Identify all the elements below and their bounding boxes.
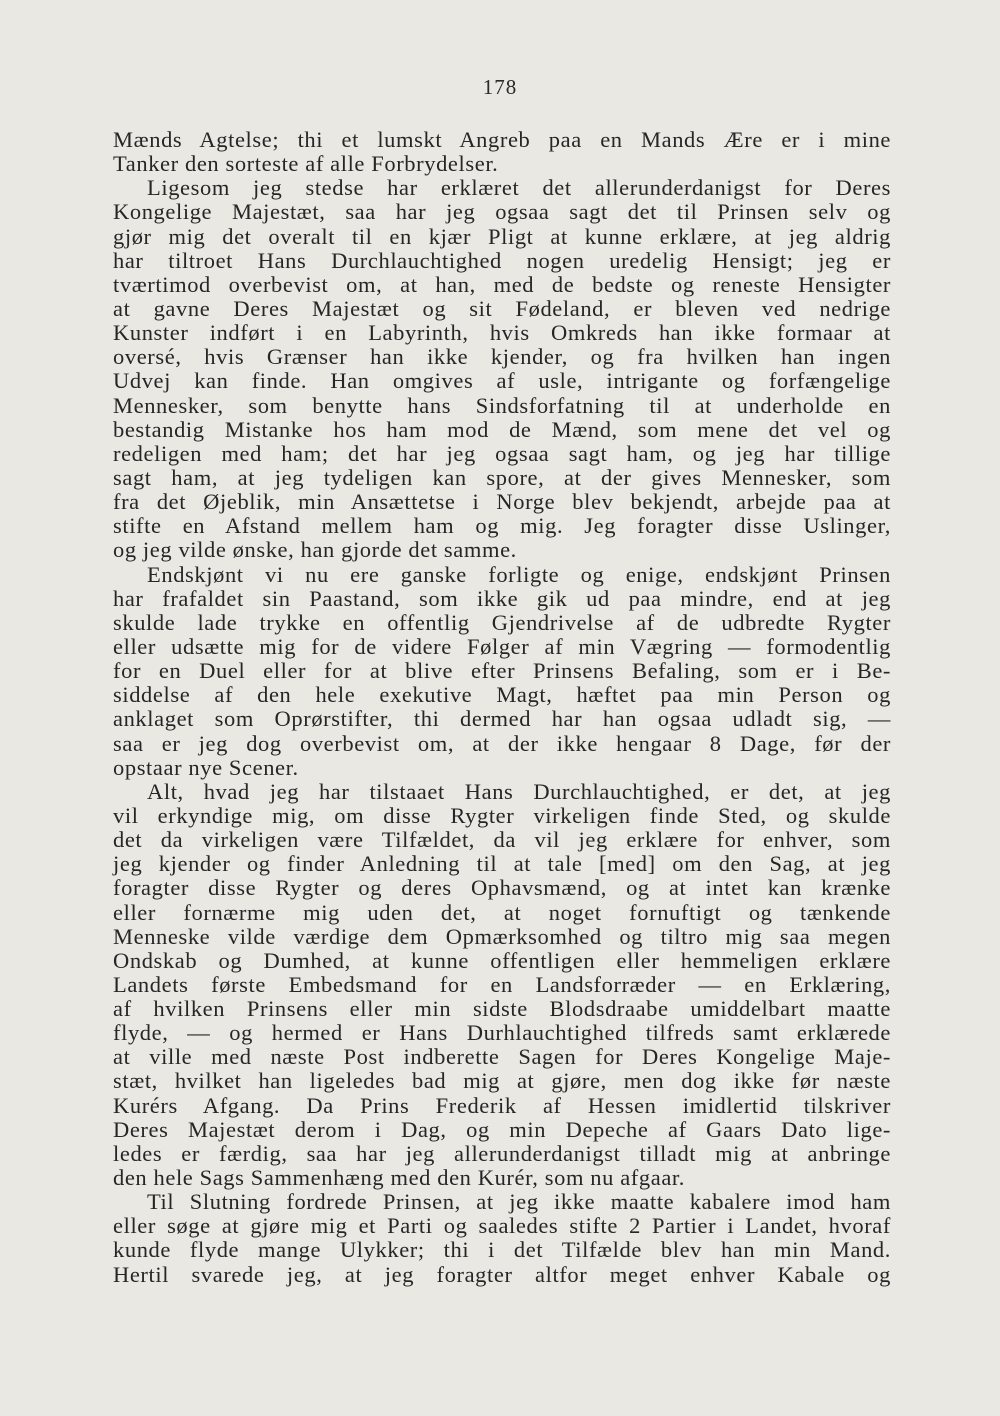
text-line: Alt, hvad jeg har tilstaaet Hans Durchlauchtighed, er det, at jeg (147, 778, 891, 804)
text-line: Menneske vilde værdige dem Opmærksomhed og tiltro mig saa megen (113, 923, 891, 949)
text-line: Kongelige Majestæt, saa har jeg ogsaa sagt det til Prinsen selv og (113, 199, 891, 225)
text-line: Ligesom jeg stedse har erklæret det allerunderdanigst for Deres (147, 175, 891, 201)
text-line: stifte en Afstand mellem ham og mig. Jeg foragter disse Uslinger, (113, 513, 891, 539)
text-line: Ondskab og Dumhed, at kunne offentligen eller hemmeligen erklære (113, 947, 891, 973)
text-line: gjør mig det overalt til en kjær Pligt at kunne erklære, at jeg aldrig (113, 223, 891, 249)
text-line: eller fornærme mig uden det, at noget fornuftigt og tænkende (113, 899, 891, 925)
text-line: saa er jeg dog overbevist om, at der ikke hengaar 8 Dage, før der (113, 730, 891, 756)
text-line: Kurérs Afgang. Da Prins Frederik af Hessen imidlertid tilskriver (113, 1092, 891, 1118)
text-line: den hele Sags Sammenhæng med den Kurér, som nu afgaar. (113, 1165, 685, 1191)
text-line: foragter disse Rygter og deres Ophavsmænd, og at intet kan krænke (113, 875, 891, 901)
text-line: siddelse af den hele exekutive Magt, hæftet paa min Person og (113, 682, 891, 708)
text-line: opstaar nye Scener. (113, 754, 299, 780)
text-line: Endskjønt vi nu ere ganske forligte og enige, endskjønt Prinsen (147, 561, 891, 587)
text-line: Tanker den sorteste af alle Forbrydelser. (113, 151, 499, 177)
text-line: Hertil svarede jeg, at jeg foragter altfor meget enhver Kabale og (113, 1261, 891, 1287)
text-line: og jeg vilde ønske, han gjorde det samme. (113, 537, 517, 563)
text-line: vil erkyndige mig, om disse Rygter virkeligen finde Sted, og skulde (113, 802, 891, 828)
text-line: bestandig Mistanke hos ham mod de Mænd, som mene det vel og (113, 416, 891, 442)
text-line: at ville med næste Post indberette Sagen for Deres Kongelige Maje- (113, 1044, 891, 1070)
page-number: 178 (482, 75, 518, 99)
text-line: for en Duel eller for at blive efter Prinsens Befaling, som er i Be- (113, 658, 891, 684)
text-line: Mennesker, som benytte hans Sindsforfatning til at underholde en (113, 392, 891, 418)
text-line: Deres Majestæt derom i Dag, og min Depeche af Gaars Dato lige- (113, 1116, 891, 1142)
text-line: ledes er færdig, saa har jeg allerunderdanigst tilladt mig at anbringe (113, 1140, 891, 1166)
text-line: eller søge at gjøre mig et Parti og saaledes stifte 2 Partier i Landet, hvoraf (113, 1213, 891, 1239)
text-line: sagt ham, at jeg tydeligen kan spore, at der gives Mennesker, som (113, 464, 891, 490)
text-line: anklaget som Oprørstifter, thi dermed har han ogsaa udladt sig, — (113, 706, 891, 732)
text-line: Mænds Agtelse; thi et lumskt Angreb paa en Mands Ære er i mine (113, 127, 891, 152)
text-line: Udvej kan finde. Han omgives af usle, intrigante og forfængelige (113, 368, 891, 394)
text-line: skulde lade trykke en offentlig Gjendrivelse af de udbredte Rygter (113, 609, 891, 635)
text-line: jeg kjender og finder Anledning til at tale [med] om den Sag, at jeg (113, 851, 891, 877)
text-line: af hvilken Prinsens eller min sidste Blodsdraabe umiddelbart maatte (113, 996, 891, 1022)
text-line: redeligen med ham; det har jeg ogsaa sagt ham, og jeg har tillige (113, 440, 891, 466)
text-line: Til Slutning fordrede Prinsen, at jeg ikke maatte kabalere imod ham (147, 1189, 891, 1215)
text-line: fra det Øjeblik, min Ansættetse i Norge blev bekjendt, arbejde paa at (113, 489, 891, 515)
text-line: tværtimod overbevist om, at han, med de bedste og reneste Hensigter (113, 271, 891, 297)
text-line: at gavne Deres Majestæt og sit Fødeland, er bleven ved nedrige (113, 295, 891, 321)
text-line: det da virkeligen være Tilfældet, da vil jeg erklære for enhver, som (113, 827, 891, 853)
text-line: eller udsætte mig for de videre Følger af min Vægring — formodentlig (113, 633, 891, 659)
text-line: har frafaldet sin Paastand, som ikke gik ud paa mindre, end at jeg (113, 585, 891, 611)
body-text (113, 128, 891, 1287)
text-line: har tiltroet Hans Durchlauchtighed nogen uredelig Hensigt; jeg er (113, 247, 891, 273)
text-line: oversé, hvis Grænser han ikke kjender, og fra hvilken han ingen (113, 344, 891, 370)
text-line: Kunster indført i en Labyrinth, hvis Omkreds han ikke formaar at (113, 320, 891, 346)
text-line: Landets første Embedsmand for en Landsforræder — en Erklæring, (113, 971, 891, 997)
text-line: flyde, — og hermed er Hans Durhlauchtighed tilfreds samt erklærede (113, 1020, 891, 1046)
text-line: kunde flyde mange Ulykker; thi i det Tilfælde blev han min Mand. (113, 1237, 891, 1263)
text-line: stæt, hvilket han ligeledes bad mig at gjøre, men dog ikke før næste (113, 1068, 891, 1094)
